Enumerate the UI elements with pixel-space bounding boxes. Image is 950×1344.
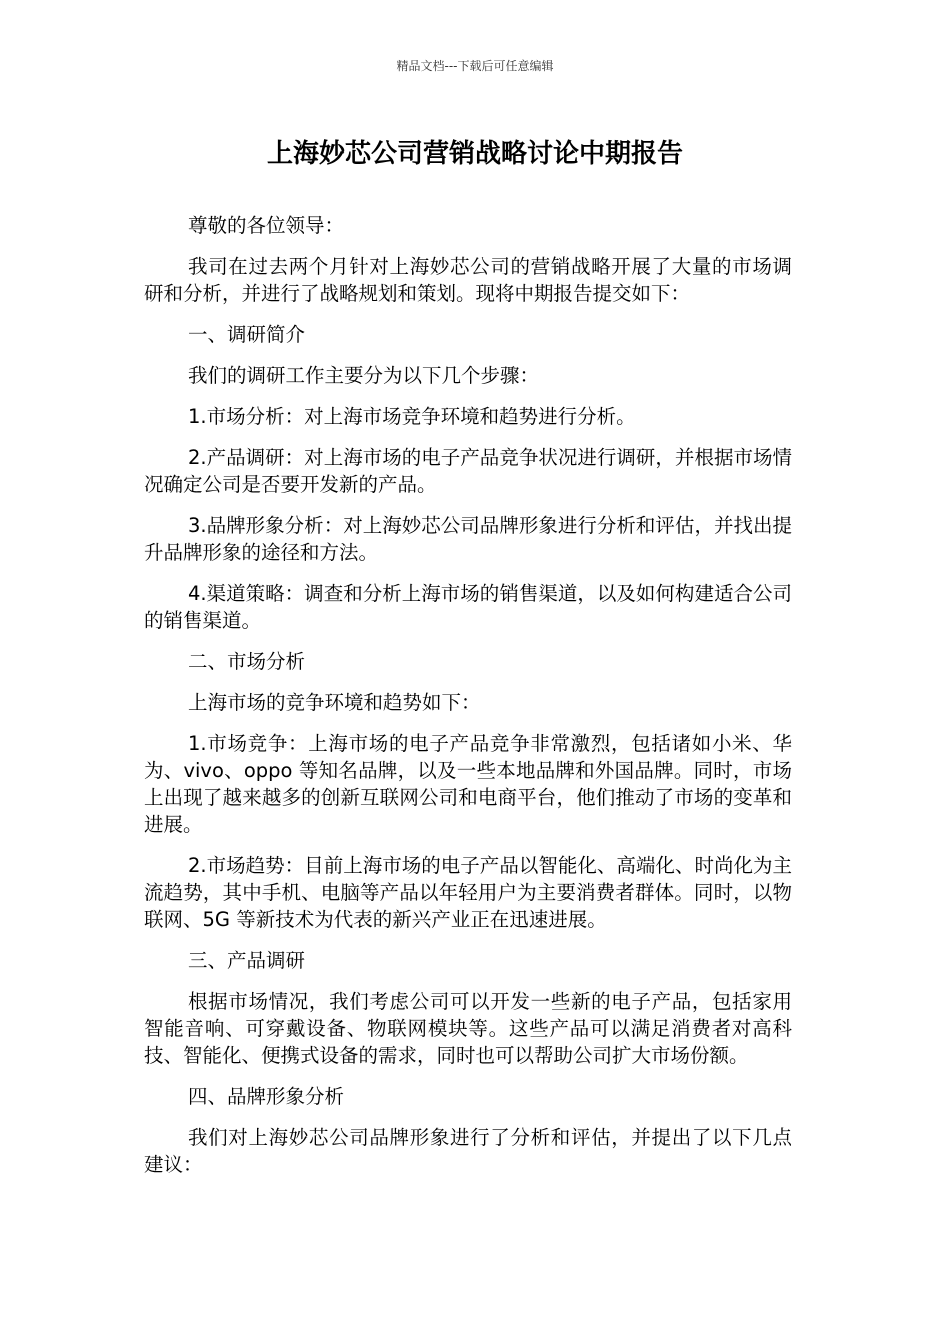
paragraph: 我们的调研工作主要分为以下几个步骤：	[188, 364, 540, 387]
paragraph-salutation: 尊敬的各位领导：	[188, 214, 345, 237]
list-item: 2.市场趋势：目前上海市场的电子产品以智能化、高端化、时尚化为主流趋势，其中手机、电脑等产品以年轻用户为主要消费者群体。同时，以物联网、5G 等新技术为代表的新兴产业正在迅速进展。	[144, 854, 792, 931]
list-item: 4.渠道策略：调查和分析上海市场的销售渠道，以及如何构建适合公司的销售渠道。	[144, 582, 792, 632]
section-heading-market: 二、市场分析	[188, 650, 306, 673]
list-item: 2.产品调研：对上海市场的电子产品竞争状况进行调研，并根据市场情况确定公司是否要开发新的产品。	[144, 446, 792, 496]
list-item: 3.品牌形象分析：对上海妙芯公司品牌形象进行分析和评估，并找出提升品牌形象的途径和方法。	[144, 514, 792, 564]
section-heading-brand: 四、品牌形象分析	[188, 1085, 345, 1108]
paragraph: 我们对上海妙芯公司品牌形象进行了分析和评估，并提出了以下几点建议：	[144, 1126, 792, 1176]
section-heading-product: 三、产品调研	[188, 949, 306, 972]
document-title: 上海妙芯公司营销战略讨论中期报告	[266, 139, 683, 169]
paragraph-intro: 我司在过去两个月针对上海妙芯公司的营销战略开展了大量的市场调研和分析，并进行了战略规划和策划。现将中期报告提交如下：	[144, 255, 792, 305]
section-heading-research: 一、调研简介	[188, 323, 306, 346]
paragraph: 上海市场的竞争环境和趋势如下：	[188, 691, 481, 714]
document-body	[144, 212, 792, 1192]
list-item: 1.市场竞争：上海市场的电子产品竞争非常激烈，包括诸如小米、华为、vivo、oppo 等知名品牌，以及一些本地品牌和外国品牌。同时，市场上出现了越来越多的创新互联网公司和电商平台，他们推动了市场的变革和进展。	[144, 732, 792, 836]
list-item: 1.市场分析：对上海市场竞争环境和趋势进行分析。	[188, 405, 636, 428]
header-note: 精品文档---下载后可任意编辑	[396, 59, 554, 73]
paragraph: 根据市场情况，我们考虑公司可以开发一些新的电子产品，包括家用智能音响、可穿戴设备、物联网模块等。这些产品可以满足消费者对高科技、智能化、便携式设备的需求，同时也可以帮助公司扩大市场份额。	[144, 990, 792, 1067]
